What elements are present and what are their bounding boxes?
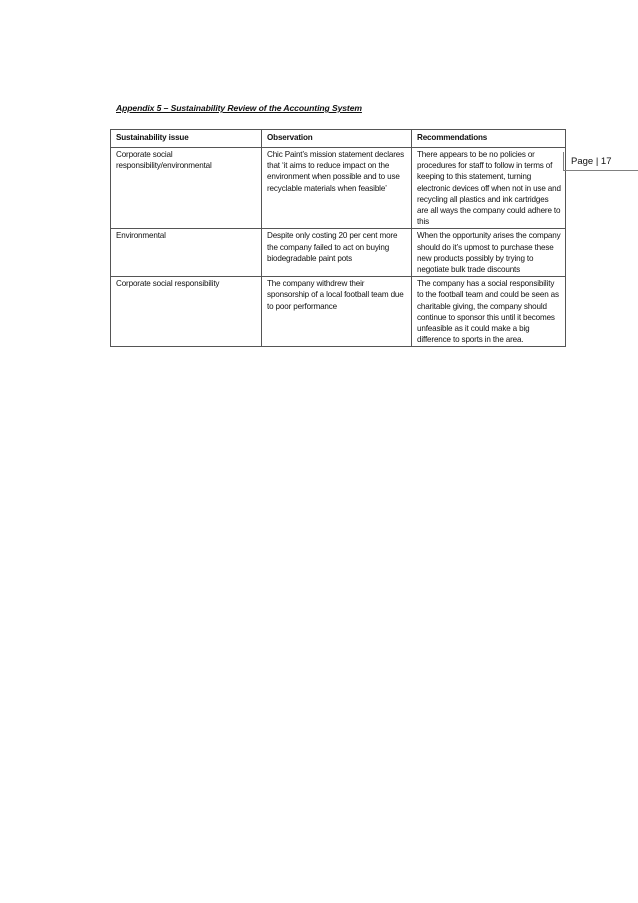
cell-recommendation: There appears to be no policies or procedures for staff to follow in terms of keeping to this statement, turning electronic devices off when not in use and recycling all plastics and ink cartridges are all ways the company could adhere to this (412, 148, 566, 229)
page-number: Page | 17 (563, 152, 638, 171)
cell-recommendation: The company has a social responsibility to the football team and could be seen as charitable giving, the company should continue to sponsor this until it becomes unfeasible as it could make a big difference to sports in the area. (412, 277, 566, 347)
cell-issue: Corporate social responsibility (111, 277, 262, 347)
header-recommendations: Recommendations (412, 130, 566, 148)
cell-observation: The company withdrew their sponsorship of a local football team due to poor performance (262, 277, 412, 347)
header-observation: Observation (262, 130, 412, 148)
cell-observation: Despite only costing 20 per cent more the company failed to act on buying biodegradable paint pots (262, 229, 412, 277)
table-row (111, 277, 566, 347)
table-row (111, 148, 566, 229)
cell-issue: Corporate social responsibility/environmental (111, 148, 262, 229)
table-row (111, 229, 566, 277)
cell-recommendation: When the opportunity arises the company should do it’s upmost to purchase these new products possibly by trying to negotiate bulk trade discounts (412, 229, 566, 277)
appendix-title: Appendix 5 – Sustainability Review of the Accounting System (116, 103, 362, 113)
cell-observation: Chic Paint’s mission statement declares that ‘it aims to reduce impact on the environment when possible and to use recyclable materials when feasible’ (262, 148, 412, 229)
cell-issue: Environmental (111, 229, 262, 277)
sustainability-review-table (110, 129, 566, 347)
table-header-row (111, 130, 566, 148)
header-sustainability-issue: Sustainability issue (111, 130, 262, 148)
